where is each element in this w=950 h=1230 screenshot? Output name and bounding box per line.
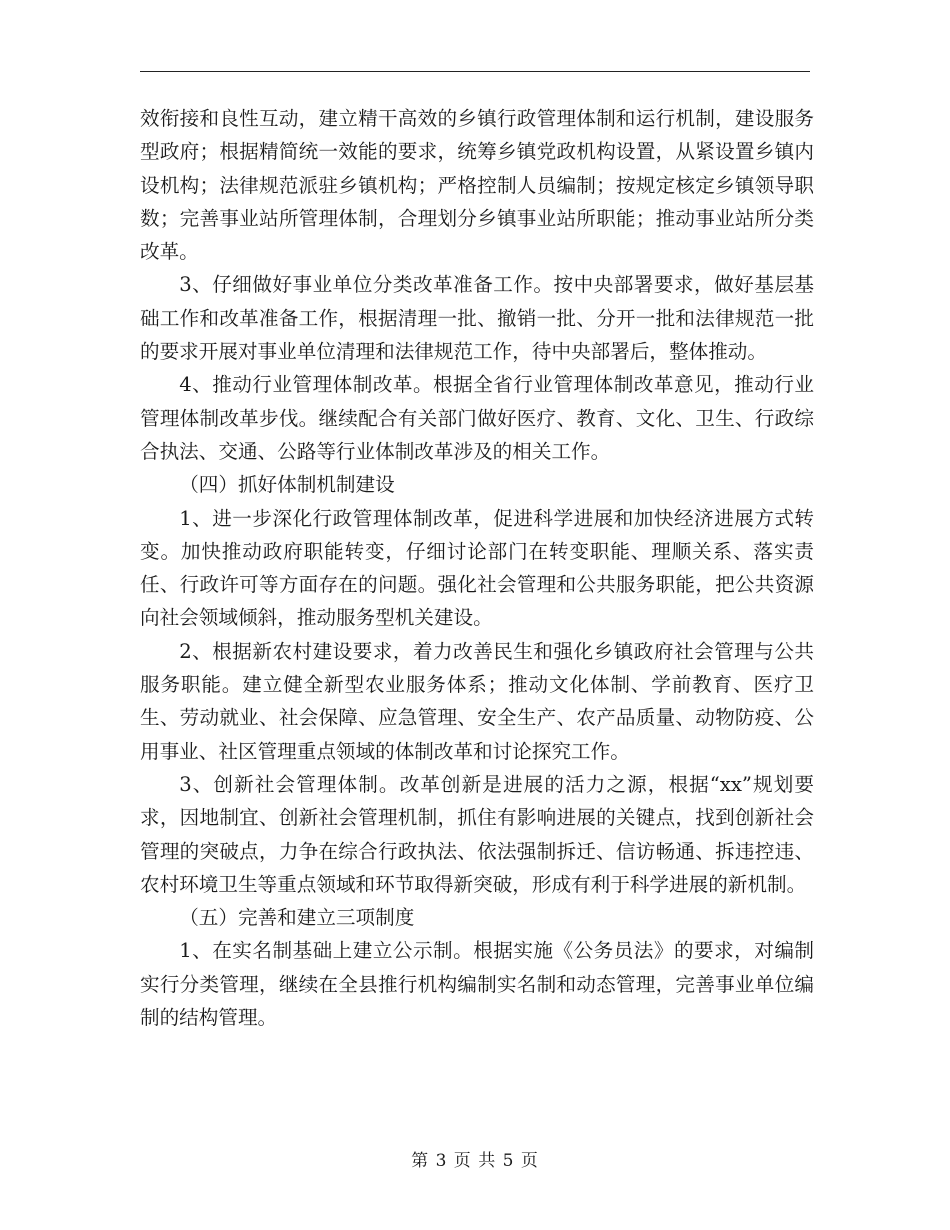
page-footer: 第 3 页 共 5 页 <box>411 1151 539 1171</box>
header-rule <box>140 71 810 72</box>
document-body <box>140 102 814 1034</box>
paragraph-item-3: 3、仔细做好事业单位分类改革准备工作。按中央部署要求，做好基层基础工作和改革准备工作，根据清理一批、撤销一批、分开一批和法律规范一批的要求开展对事业单位清理和法律规范工作，待中央部署后，整体推动。 <box>140 273 814 364</box>
section-heading-4: （四）抓好体制机制建设 <box>179 473 395 497</box>
paragraph-item-1: 1、进一步深化行政管理体制改革，促进科学进展和加快经济进展方式转变。加快推动政府职能转变，仔细讨论部门在转变职能、理顺关系、落实责任、行政许可等方面存在的问题。强化社会管理和公共服务职能，把公共资源向社会领域倾斜，推动服务型机关建设。 <box>140 506 814 630</box>
paragraph-item-2: 2、根据新农村建设要求，着力改善民生和强化乡镇政府社会管理与公共服务职能。建立健全新型农业服务体系；推动文化体制、学前教育、医疗卫生、劳动就业、社会保障、应急管理、安全生产、农产品质量、动物防疫、公用事业、社区管理重点领域的体制改革和讨论探究工作。 <box>140 639 814 763</box>
section-heading-5: （五）完善和建立三项制度 <box>179 906 415 930</box>
paragraph-continuation: 效衔接和良性互动，建立精干高效的乡镇行政管理体制和运行机制，建设服务型政府；根据精简统一效能的要求，统筹乡镇党政机构设置，从紧设置乡镇内设机构；法律规范派驻乡镇机构；严格控制人员编制；按规定核定乡镇领导职数；完善事业站所管理体制，合理划分乡镇事业站所职能；推动事业站所分类改革。 <box>140 107 814 264</box>
paragraph-item-1b: 1、在实名制基础上建立公示制。根据实施《公务员法》的要求，对编制实行分类管理，继续在全县推行机构编制实名制和动态管理，完善事业单位编制的结构管理。 <box>140 939 814 1030</box>
paragraph-item-4: 4、推动行业管理体制改革。根据全省行业管理体制改革意见，推动行业管理体制改革步伐。继续配合有关部门做好医疗、教育、文化、卫生、行政综合执法、交通、公路等行业体制改革涉及的相关工作。 <box>140 373 814 463</box>
paragraph-item-3b: 3、创新社会管理体制。改革创新是进展的活力之源，根据“xx”规划要求，因地制宜、创新社会管理机制，抓住有影响进展的关键点，找到创新社会管理的突破点，力争在综合行政执法、依法强制拆迁、信访畅通、拆违控违、农村环境卫生等重点领域和环节取得新突破，形成有利于科学进展的新机制。 <box>140 772 814 896</box>
